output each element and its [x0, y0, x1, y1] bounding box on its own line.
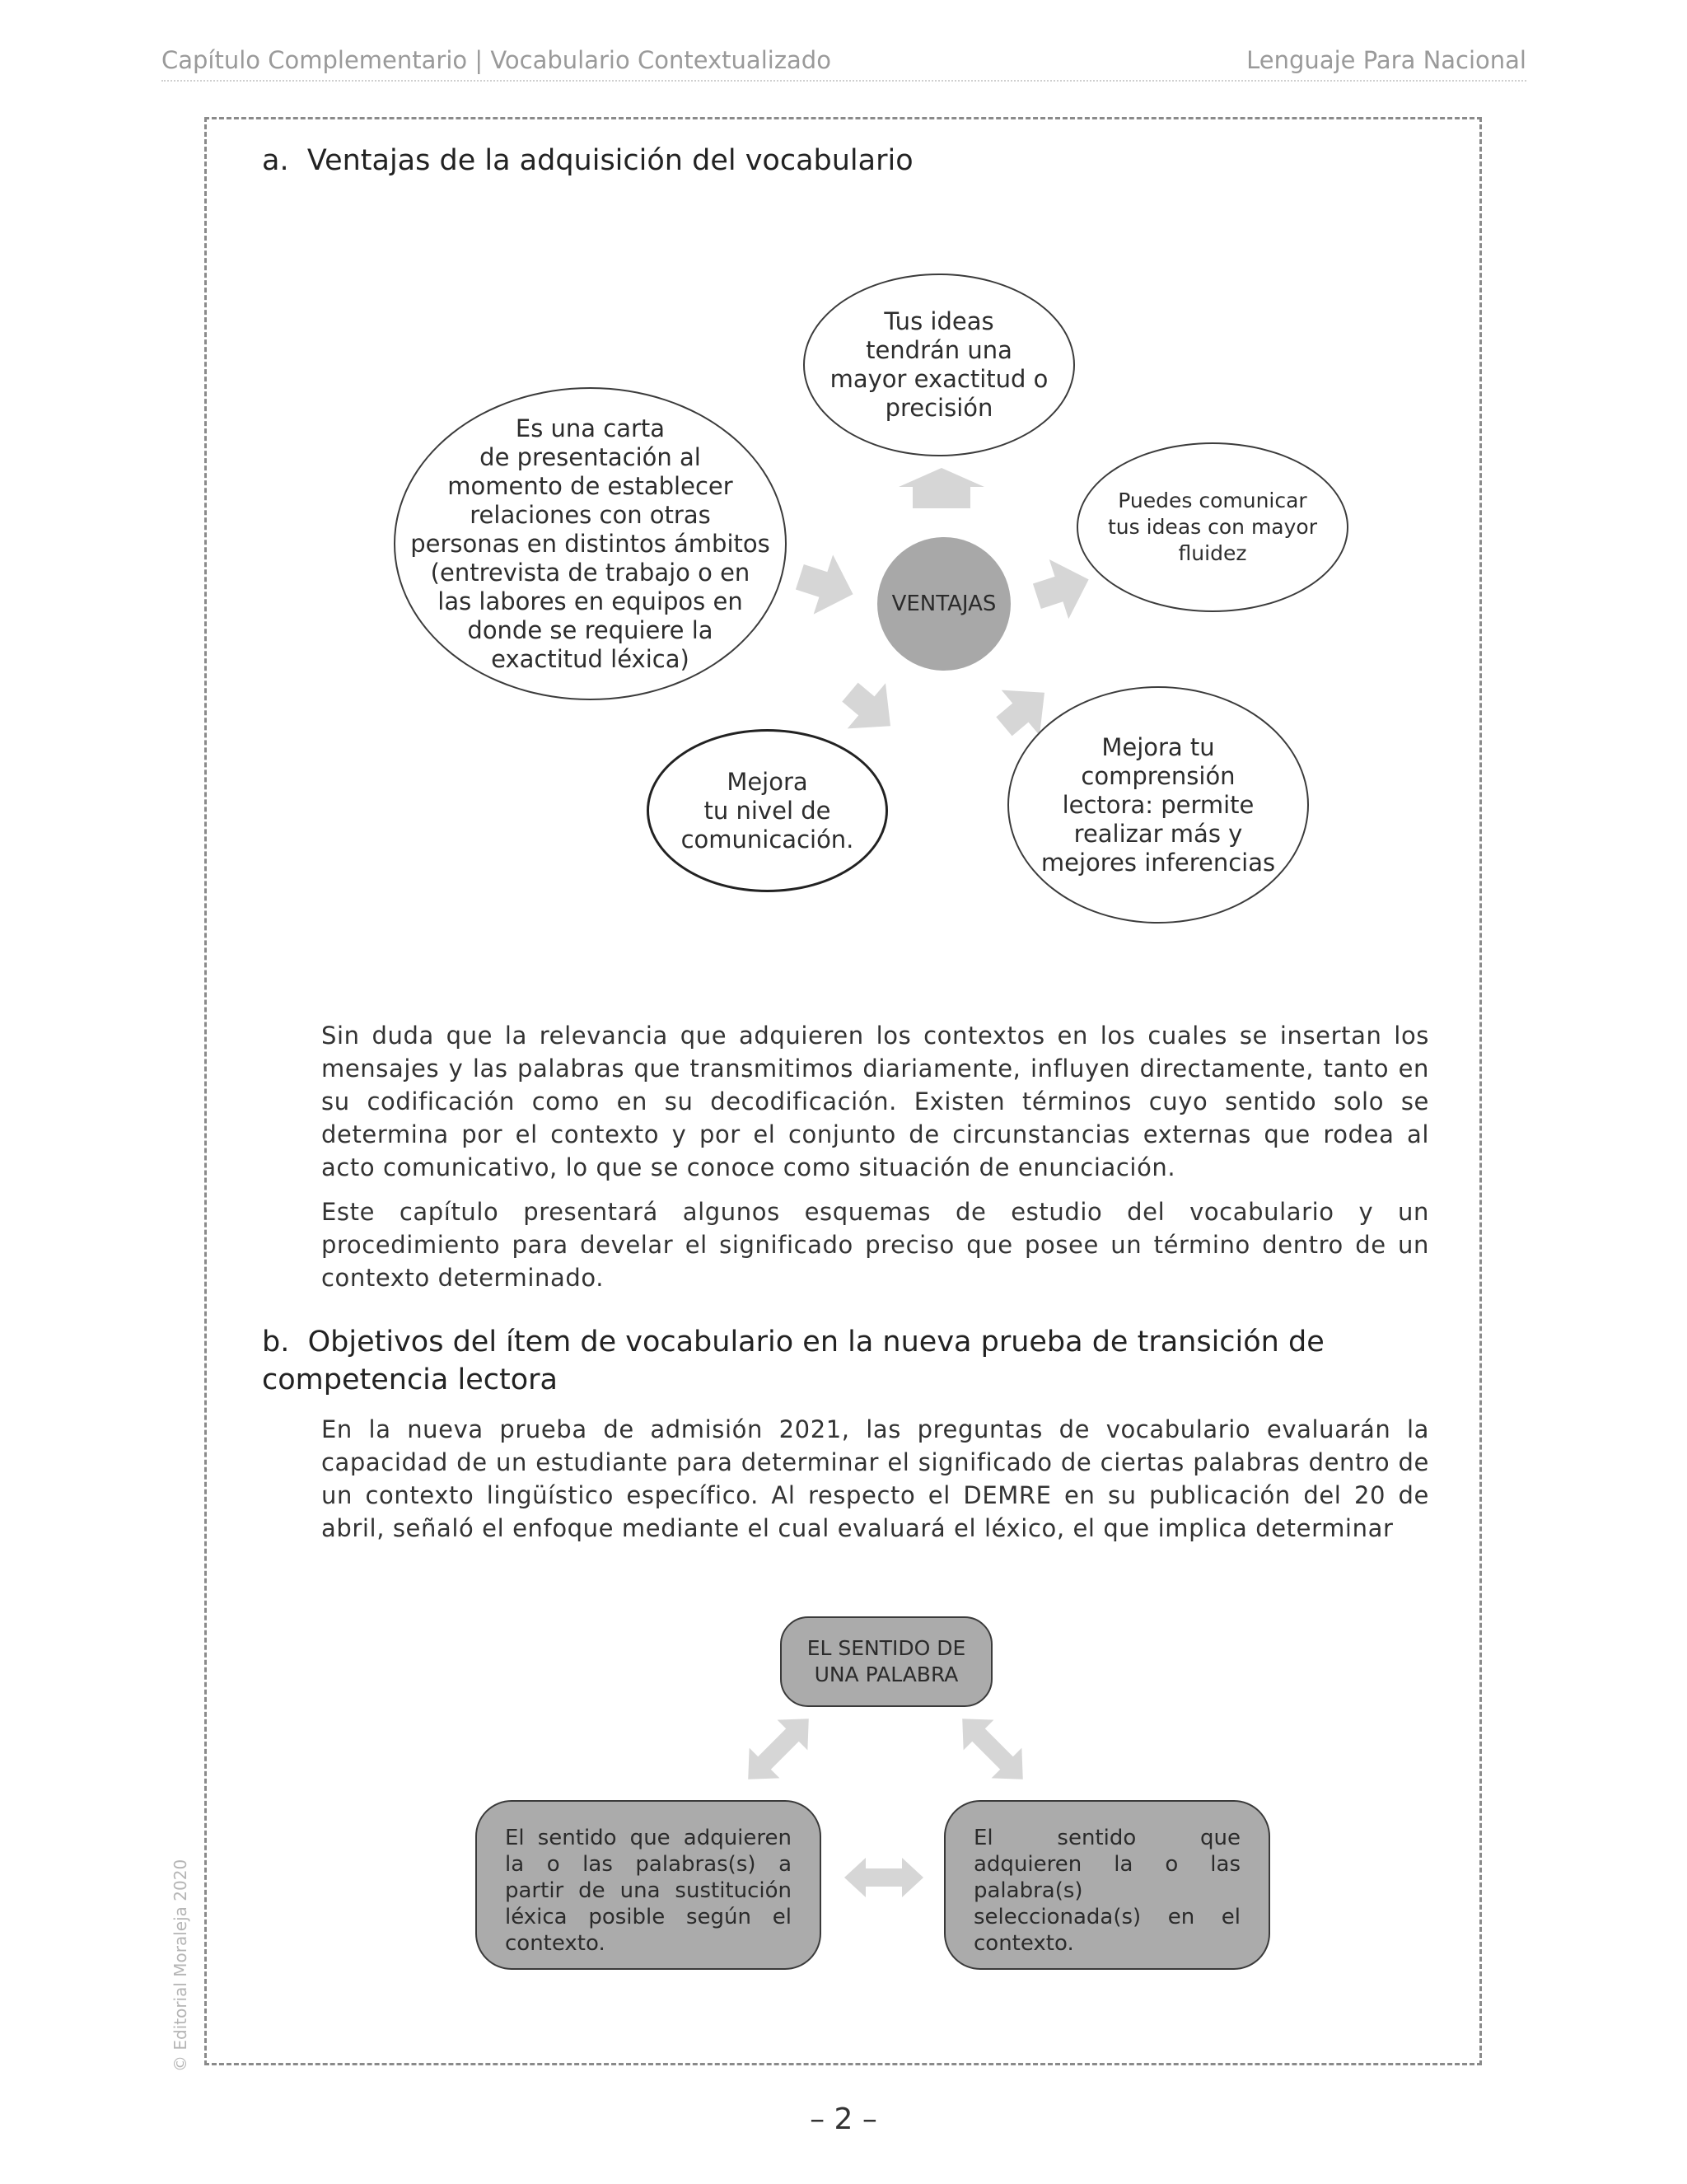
section-b-title: Objetivos del ítem de vocabulario en la nueva prueba de transición de competencia lectora	[262, 1326, 1325, 1396]
box-sustitucion-lexica: El sentido que adquieren la o las palabras(s) a partir de una sustitución léxica posible según el contexto.	[475, 1800, 821, 1970]
bubble-fluidez: Puedes comunicar tus ideas con mayor fluidez	[1077, 442, 1348, 612]
double-arrow-right-diagonal-icon	[947, 1704, 1038, 1794]
bubble-precision: Tus ideas tendrán una mayor exactitud o precisión	[803, 274, 1075, 456]
arrow-upper-left-icon	[790, 547, 862, 624]
arrow-lower-left-icon	[831, 670, 909, 749]
section-a-paragraph-1: Sin duda que la relevancia que adquieren los contextos en los cuales se insertan los mensajes y las palabras que transmitimos diariamente, influyen directamente, tanto en su codificación como en su decodificación. Existen términos cuyo sentido solo se determina por el contexto y por el conjunto de circunstancias externas que rodea al acto comunicativo, lo que se conoce como situación de enunciación.	[321, 1022, 1429, 1181]
section-a-body	[321, 1019, 1429, 1294]
section-a-paragraph-2: Este capítulo presentará algunos esquemas de estudio del vocabulario y un procedimiento para develar el significado preciso que posee un término dentro de un contexto determinado.	[321, 1198, 1429, 1292]
running-header-chapter: Capítulo Complementario | Vocabulario Contextualizado	[161, 46, 831, 74]
ventajas-center-circle: VENTAJAS	[877, 537, 1011, 671]
section-b-paragraph: En la nueva prueba de admisión 2021, las preguntas de vocabulario evaluarán la capacidad de un estudiante para determinar el significado de ciertas palabras dentro de un contexto lingüístico específico. Al respecto el DEMRE en su publicación del 20 de abril, señaló el enfoque mediante el cual evaluará el léxico, el que implica determinar	[321, 1415, 1429, 1542]
box-palabras-seleccionadas: El sentido que adquieren la o las palabra(s) seleccionada(s) en el contexto.	[944, 1800, 1270, 1970]
running-header-book: Lenguaje Para Nacional	[1246, 46, 1526, 74]
bubble-comprension-lectora: Mejora tu comprensión lectora: permite realizar más y mejores inferencias	[1007, 686, 1309, 924]
section-b-heading	[262, 1323, 1366, 1399]
double-arrow-left-diagonal-icon	[733, 1704, 824, 1794]
copyright-note: © Editorial Moraleja 2020	[171, 1859, 190, 2072]
section-a-title: Ventajas de la adquisición del vocabulario	[306, 144, 914, 177]
arrow-up-icon	[899, 468, 984, 508]
bubble-carta-presentacion: Es una carta de presentación al momento de establecer relaciones con otras personas en distintos ámbitos (entrevista de trabajo o en las labores en equipos en donde se requiere la exactitud léxica)	[394, 387, 787, 700]
box-sentido-palabra: EL SENTIDO DE UNA PALABRA	[780, 1616, 993, 1707]
section-b-label: b.	[262, 1326, 290, 1359]
bubble-nivel-comunicacion: Mejora tu nivel de comunicación.	[647, 729, 888, 892]
double-arrow-horizontal-icon	[844, 1858, 923, 1897]
section-a-label: a.	[262, 144, 289, 177]
page-number: – 2 –	[810, 2102, 877, 2136]
